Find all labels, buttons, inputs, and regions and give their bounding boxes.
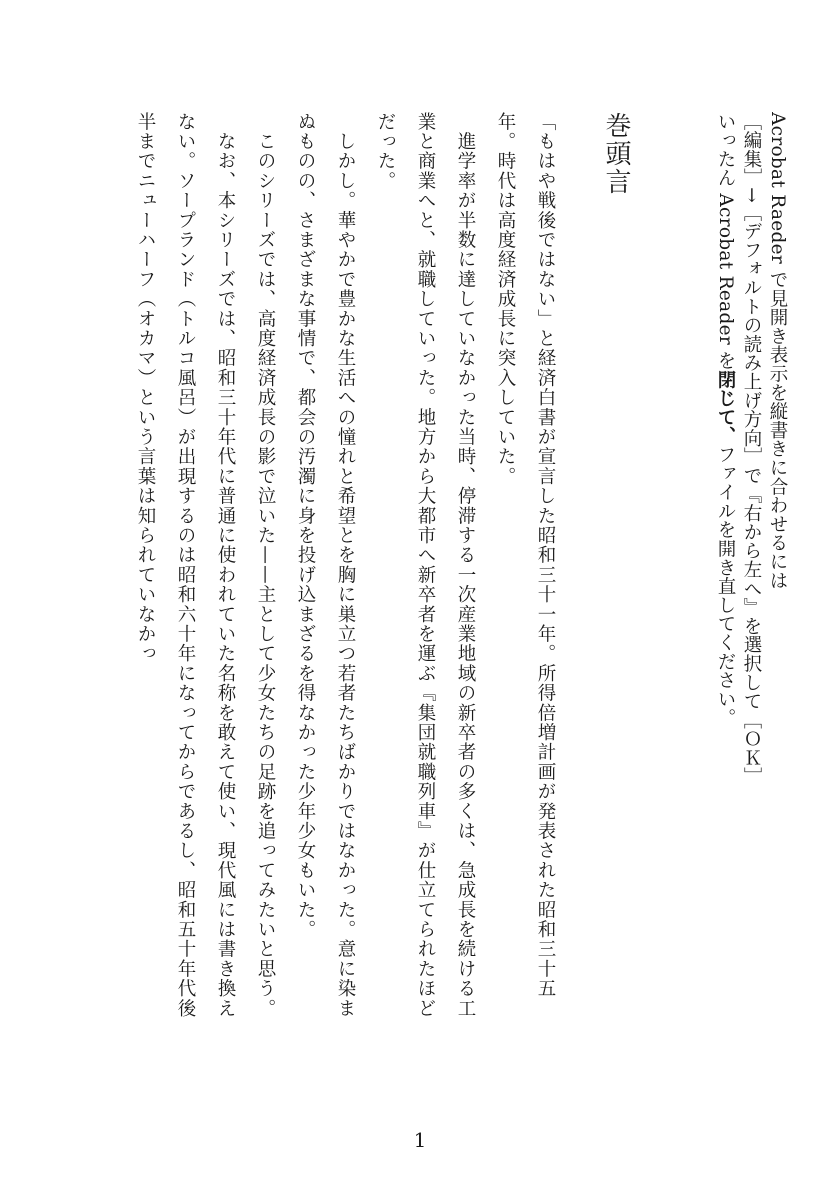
paragraph-4: このシリーズでは、高度経済成長の影で泣いた——主として少女たちの足跡を追ってみたいと思う。 — [255, 112, 276, 1019]
paragraph-5: なお、本シリーズでは、昭和三十年代に普通に使われていた名称を敢えて使い、現代風には書き換えない。ソープランド（トルコ風呂）が出現するのは昭和六十年になってからであるし、昭和五十年代後半までニューハーフ（オカマ）という言葉は知られていなかっ — [135, 112, 236, 1019]
paragraph-3: しかし。華やかで豊かな生活への憧れと希望とを胸に巣立つ若者たちばかりではなかった。意に染まぬものの、さまざまな事情で、都会の汚濁に身を投げ込まざるを得なかった少年少女もいた。 — [295, 112, 356, 1019]
notice-line-2: ［編集］→［デフォルトの読み上げ方向］で『右から左へ』を選択して［ＯＫ］ — [741, 112, 762, 786]
section-heading: 巻頭言 — [601, 112, 631, 196]
notice-line-3 — [712, 112, 738, 1022]
notice-line-3-after: ファイルを開き直してください。 — [715, 445, 736, 728]
paragraph-1: 「もはや戦後ではない」と経済白書が宣言した昭和三十一年。所得倍増計画が発表された昭和三十五年。時代は高度経済成長に突入していた。 — [495, 112, 556, 999]
notice-line-3-bold: 閉じて、 — [715, 370, 736, 446]
reader-notice — [706, 112, 790, 1022]
paragraph-2: 進学率が半数に達していなかった当時、停滞する一次産業地域の新卒者の多くは、急成長を続ける工業と商業へと、就職していった。地方から大都市へ新卒者を運ぶ『集団就職列車』が仕立てられたほどだった。 — [375, 112, 476, 1019]
page-number: 1 — [413, 1128, 427, 1152]
notice-line-3-before: いったん Acrobat Reader を — [715, 112, 736, 370]
notice-line-1: Acrobat Raeder で見開き表示を縦書きに合わせるには — [767, 112, 788, 590]
body-text — [37, 112, 565, 1022]
